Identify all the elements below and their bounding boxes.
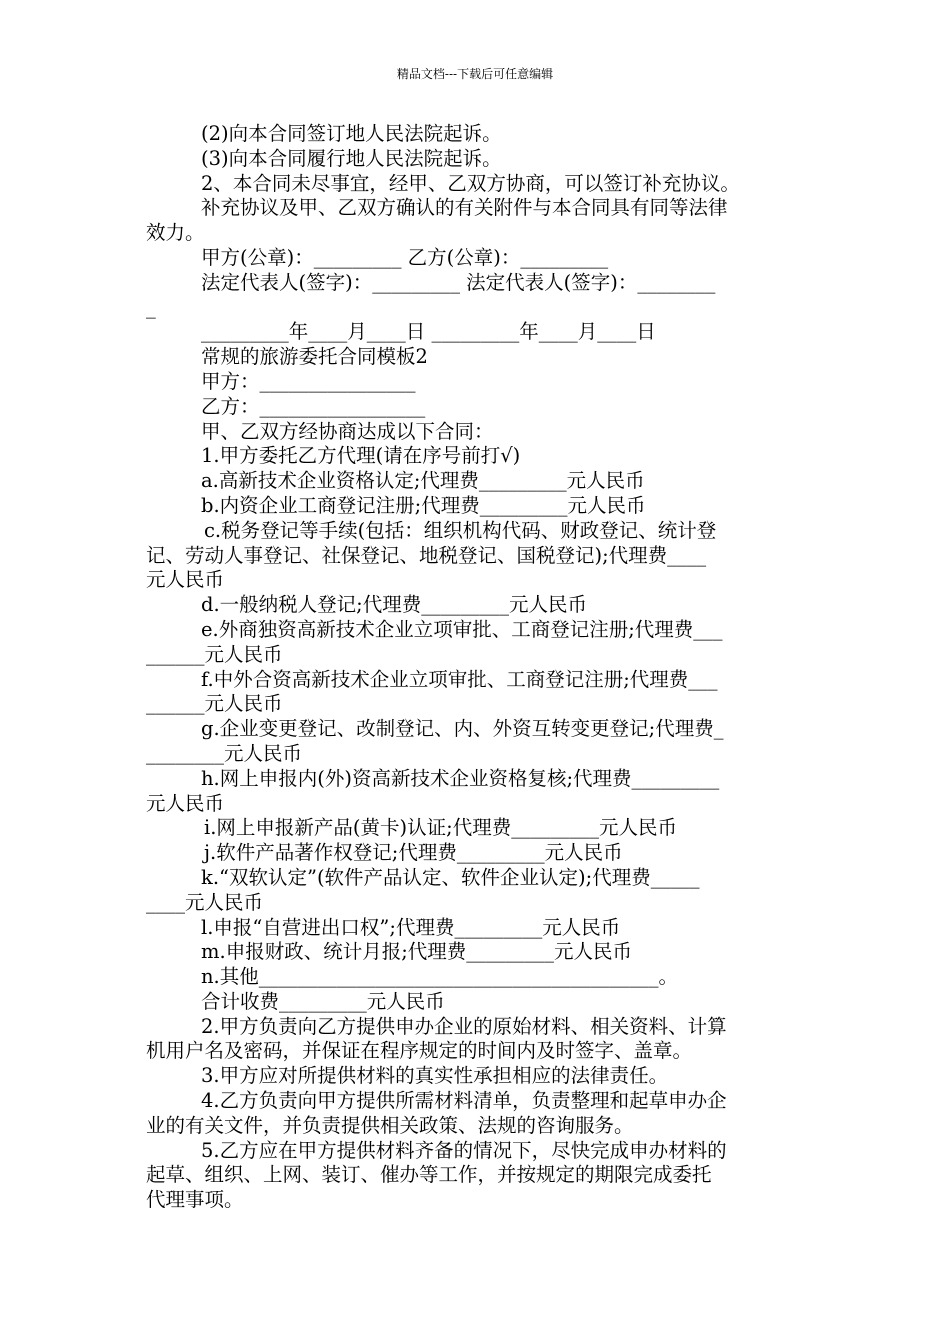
text-line: f.中外合资高新技术企业立项审批、工商登记注册;代理费___ <box>201 667 718 691</box>
text-line: (2)向本合同签订地人民法院起诉。 <box>201 122 502 145</box>
text-line: b.内资企业工商登记注册;代理费_________元人民币 <box>201 493 646 517</box>
text-line: 补充协议及甲、乙双方确认的有关附件与本合同具有同等法律 <box>201 196 728 220</box>
text-line: ________元人民币 <box>146 741 303 765</box>
text-line: k.“双软认定”(软件产品认定、软件企业认定);代理费_____ <box>201 865 700 889</box>
document-body <box>146 122 810 1213</box>
page-header: 精品文档---下载后可任意编辑 <box>396 67 554 81</box>
text-line: i.网上申报新产品(黄卡)认证;代理费_________元人民币 <box>204 816 677 840</box>
text-line: 起草、组织、上网、装订、催办等工作，并按规定的期限完成委托 <box>146 1163 712 1187</box>
text-line: ____元人民币 <box>146 890 264 914</box>
text-line: 合计收费_________元人民币 <box>201 989 445 1013</box>
text-line: (3)向本合同履行地人民法院起诉。 <box>201 146 502 170</box>
text-line: 代理事项。 <box>146 1188 244 1212</box>
text-line: ______元人民币 <box>146 642 283 666</box>
text-line: l.申报“自营进出口权”;代理费_________元人民币 <box>201 915 621 939</box>
text-line: 1.甲方委托乙方代理(请在序号前打√) <box>201 444 521 468</box>
text-line: ______元人民币 <box>146 692 283 716</box>
text-line: a.高新技术企业资格认定;代理费_________元人民币 <box>201 469 645 493</box>
text-line: 甲方(公章)：_________ 乙方(公章)：_________ <box>201 245 609 269</box>
text-line: _ <box>146 295 156 319</box>
text-line: n.其他_________________________________________。 <box>201 965 679 989</box>
text-line: 法定代表人(签字)：_________ 法定代表人(签字)：________ <box>201 270 716 294</box>
text-line: _________年____月____日 _________年____月____日 <box>201 320 656 344</box>
text-line: 效力。 <box>146 221 205 245</box>
text-line: 2、本合同未尽事宜，经甲、乙双方协商，可以签订补充协议。 <box>201 171 740 195</box>
text-line: 5.乙方应在甲方提供材料齐备的情况下，尽快完成申办材料的 <box>201 1138 727 1162</box>
text-line: g.企业变更登记、改制登记、内、外资互转变更登记;代理费_ <box>201 717 724 741</box>
text-line: 业的有关文件，并负责提供相关政策、法规的咨询服务。 <box>146 1113 634 1137</box>
text-line: 记、劳动人事登记、社保登记、地税登记、国税登记);代理费____ <box>146 543 707 567</box>
text-line: 元人民币 <box>146 568 225 592</box>
text-line: h.网上申报内(外)资高新技术企业资格复核;代理费_________ <box>201 766 720 790</box>
text-line: j.软件产品著作权登记;代理费_________元人民币 <box>204 841 623 865</box>
text-line: 4.乙方负责向甲方提供所需材料清单，负责整理和起草申办企 <box>201 1089 727 1113</box>
text-line: c.税务登记等手续(包括：组织机构代码、财政登记、统计登 <box>204 518 717 542</box>
text-line: 甲、乙双方经协商达成以下合同： <box>201 419 494 443</box>
text-line: 机用户名及密码，并保证在程序规定的时间内及时签字、盖章。 <box>146 1039 693 1063</box>
text-line: 甲方：________________ <box>201 369 416 393</box>
text-line: d.一般纳税人登记;代理费_________元人民币 <box>201 593 588 617</box>
text-line: e.外商独资高新技术企业立项审批、工商登记注册;代理费___ <box>201 617 723 641</box>
text-line: 元人民币 <box>146 791 225 815</box>
text-line: 2.甲方负责向乙方提供申办企业的原始材料、相关资料、计算 <box>201 1014 727 1038</box>
text-line: 乙方：_________________ <box>201 394 426 418</box>
text-line: m.申报财政、统计月报;代理费_________元人民币 <box>201 940 633 964</box>
text-line: 常规的旅游委托合同模板2 <box>201 345 428 369</box>
text-line: 3.甲方应对所提供材料的真实性承担相应的法律责任。 <box>201 1064 669 1088</box>
